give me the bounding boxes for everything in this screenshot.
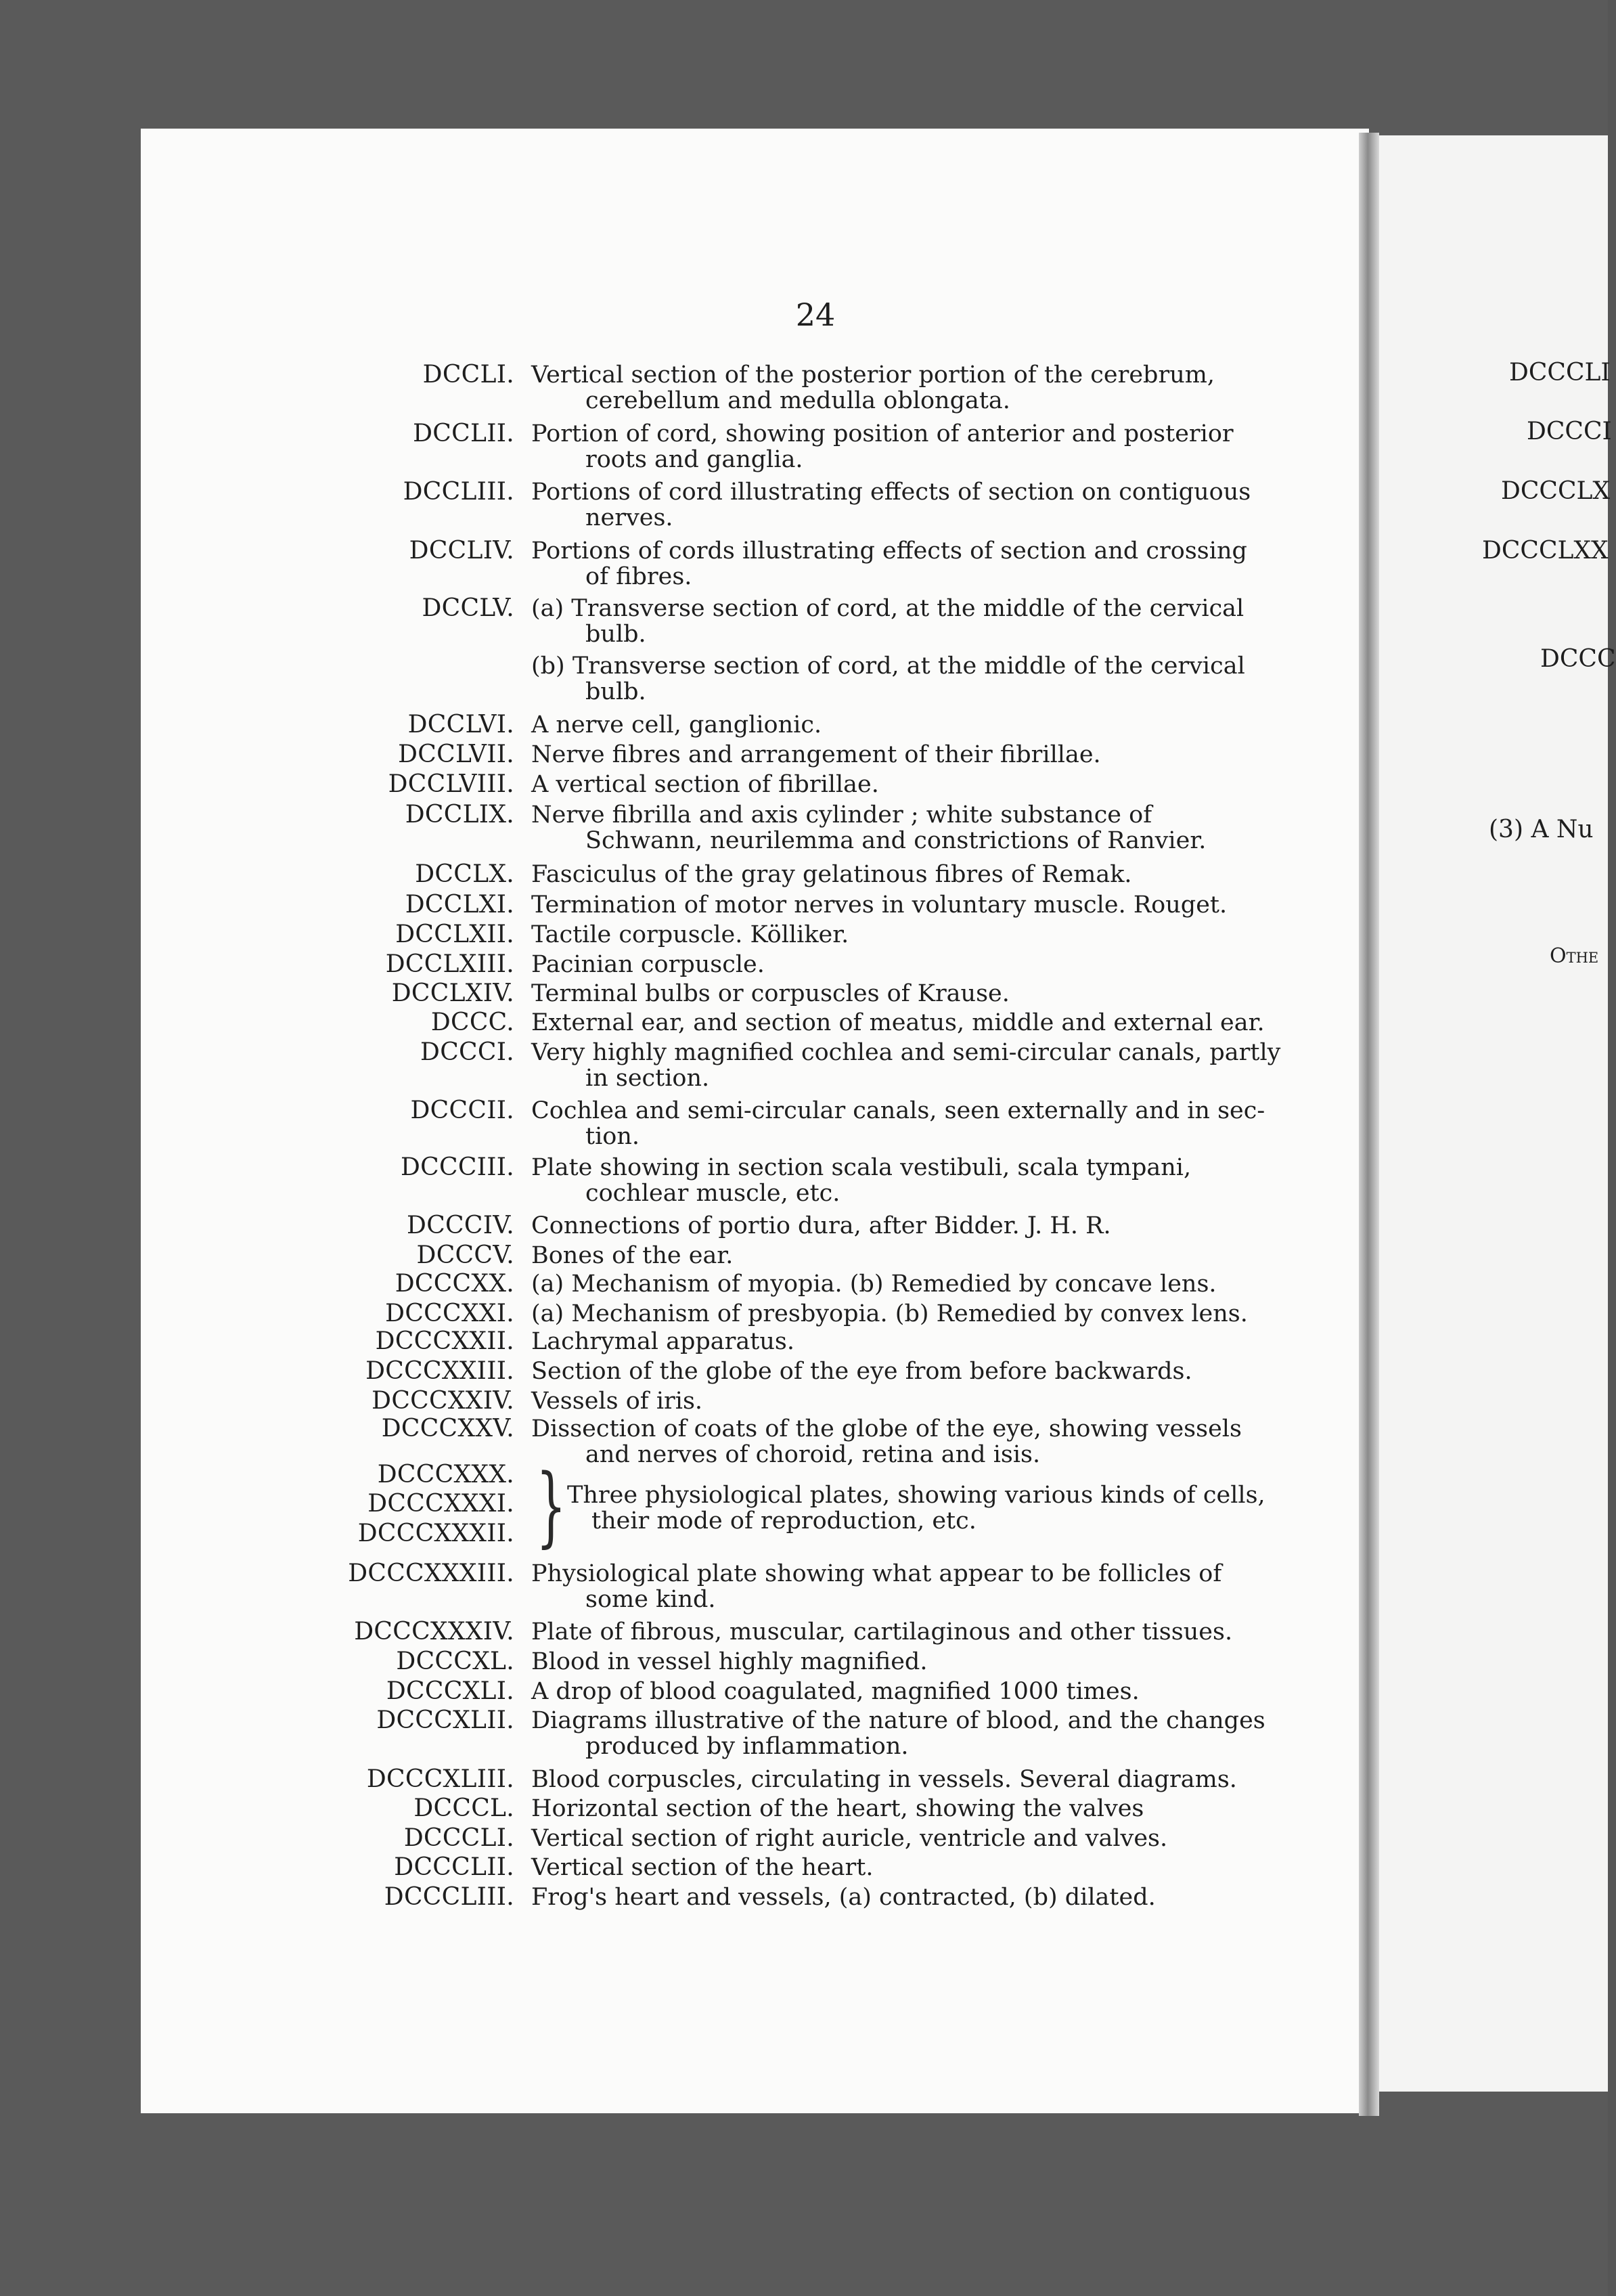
plate-description xyxy=(531,1767,1282,1792)
right-page-fragment: Othe xyxy=(1550,944,1599,968)
plate-description-continuation: in section. xyxy=(585,1065,710,1092)
plate-description xyxy=(531,1826,1282,1851)
plate-description xyxy=(531,1213,1282,1239)
plate-description-continuation: of fibres. xyxy=(585,563,692,590)
plate-description-continuation: nerves. xyxy=(585,504,673,531)
plate-description-line: Blood corpuscles, circulating in vessels. Several diagrams. xyxy=(531,1766,1237,1793)
plate-description xyxy=(531,862,1282,887)
plate-number: DCCCXXIV. xyxy=(372,1387,514,1415)
plate-number: DCCLVI. xyxy=(407,711,514,738)
plate-number: DCCLX. xyxy=(415,860,514,888)
plate-number: DCCCLIII. xyxy=(384,1883,514,1911)
plate-description-continuation: tion. xyxy=(585,1123,639,1150)
plate-number: DCCLXIII. xyxy=(385,950,514,978)
right-page-fragment: DCCCI xyxy=(1527,418,1612,445)
plate-description xyxy=(531,1040,1282,1091)
plate-number: DCCCXLII. xyxy=(376,1706,514,1734)
plate-description-continuation: bulb. xyxy=(585,621,646,648)
plate-number: DCCCXXXIII. xyxy=(348,1560,514,1587)
plate-description xyxy=(531,1010,1282,1036)
plate-number: DCCLII. xyxy=(413,420,514,447)
right-page-fragment: DCCCLI xyxy=(1509,359,1611,387)
plate-description-line: Vertical section of the heart. xyxy=(531,1854,874,1881)
plate-description xyxy=(531,1796,1282,1822)
plate-description-line: A vertical section of fibrillae. xyxy=(531,771,879,798)
plate-number: DCCCXLIII. xyxy=(366,1765,514,1793)
plate-description-line: Fasciculus of the gray gelatinous fibres of Remak. xyxy=(531,861,1132,888)
plate-group-description xyxy=(567,1482,1284,1534)
plate-description-line: Diagrams illustrative of the nature of blood, and the changes xyxy=(531,1707,1265,1734)
plate-description-line: Nerve fibrilla and axis cylinder ; white substance of xyxy=(531,801,1152,829)
plate-description-line: Very highly magnified cochlea and semi-circular canals, partly xyxy=(531,1039,1281,1066)
plate-description-line: (b) Transverse section of cord, at the middle of the cervical xyxy=(531,653,1245,680)
plate-number: DCCCXXI. xyxy=(385,1300,514,1327)
plate-number: DCCLI. xyxy=(422,361,514,389)
plate-description-line: Pacinian corpuscle. xyxy=(531,951,765,978)
plate-description-line: Blood in vessel highly magnified. xyxy=(531,1648,928,1675)
plate-description-line: Physiological plate showing what appear to be follicles of xyxy=(531,1560,1222,1587)
plate-number: DCCCXL. xyxy=(396,1648,514,1675)
plate-description-line: Vessels of iris. xyxy=(531,1388,703,1415)
plate-description xyxy=(531,1243,1282,1268)
plate-number: DCCLIX. xyxy=(405,801,514,829)
plate-description xyxy=(531,362,1282,414)
plate-description-continuation: bulb. xyxy=(585,678,646,705)
plate-number: DCCCXXXIV. xyxy=(354,1618,514,1646)
plate-description-continuation: cochlear muscle, etc. xyxy=(585,1180,840,1207)
plate-description-continuation: produced by inflammation. xyxy=(585,1733,909,1760)
plate-number: DCCLIII. xyxy=(403,478,514,506)
plate-description xyxy=(531,1884,1282,1910)
plate-number: DCCCXXII. xyxy=(375,1327,514,1355)
right-page-fragment: DCCC xyxy=(1540,645,1616,673)
plate-number: DCCLVIII. xyxy=(388,770,514,798)
plate-number: DCCLXII. xyxy=(395,921,514,948)
plate-description xyxy=(531,952,1282,977)
plate-number: DCCCXXIII. xyxy=(365,1357,514,1385)
plate-description-line: Connections of portio dura, after Bidder. J. H. R. xyxy=(531,1212,1111,1239)
plate-description-line: Cochlea and semi-circular canals, seen externally and in sec- xyxy=(531,1097,1265,1124)
plate-description-line: Lachrymal apparatus. xyxy=(531,1328,794,1355)
plate-description-line: Terminal bulbs or corpuscles of Krause. xyxy=(531,980,1010,1007)
plate-description xyxy=(531,421,1282,472)
plate-description-line: External ear, and section of meatus, middle and external ear. xyxy=(531,1009,1265,1036)
plate-number: DCCCLI. xyxy=(403,1824,514,1852)
plate-number: DCCCI. xyxy=(420,1038,514,1066)
plate-description xyxy=(531,1388,1282,1414)
plate-number: DCCCXXXI. xyxy=(367,1490,514,1518)
plate-number: DCCCII. xyxy=(410,1097,514,1124)
plate-description xyxy=(531,802,1282,854)
plate-description xyxy=(531,1098,1282,1149)
plate-description-line: (a) Mechanism of myopia. (b) Remedied by concave lens. xyxy=(531,1271,1217,1298)
plate-description xyxy=(531,479,1282,531)
plate-description-line: A nerve cell, ganglionic. xyxy=(531,711,822,738)
plate-description xyxy=(531,1679,1282,1704)
plate-description-line: (a) Mechanism of presbyopia. (b) Remedied by convex lens. xyxy=(531,1300,1248,1327)
plate-description xyxy=(531,1155,1282,1206)
right-page-fragment: (3) A Nu xyxy=(1489,816,1594,843)
plate-description-line: Portions of cords illustrating effects of section and crossing xyxy=(531,537,1247,565)
plate-number: DCCCXXXII. xyxy=(357,1520,514,1547)
plate-description xyxy=(531,712,1282,738)
plate-description-line: Vertical section of the posterior portion of the cerebrum, xyxy=(531,361,1215,389)
plate-description xyxy=(531,742,1282,768)
plate-number: DCCCIII. xyxy=(400,1153,514,1181)
plate-description-line: Vertical section of right auricle, ventricle and valves. xyxy=(531,1825,1168,1852)
plate-number: DCCCXXV. xyxy=(381,1415,514,1442)
plate-description xyxy=(531,538,1282,590)
plate-number: DCCLXIV. xyxy=(391,979,514,1007)
plate-description-line: Horizontal section of the heart, showing the valves xyxy=(531,1795,1144,1822)
right-page-fragment: DCCCLXX xyxy=(1482,537,1609,565)
plate-description-line: Tactile corpuscle. Kölliker. xyxy=(531,921,849,948)
plate-description xyxy=(531,892,1282,918)
plate-description xyxy=(531,1708,1282,1759)
plate-number: DCCCLII. xyxy=(394,1853,514,1881)
plate-number: DCCCXXX. xyxy=(377,1461,514,1488)
plate-number: DCCLVII. xyxy=(398,741,514,768)
plate-description-continuation: and nerves of choroid, retina and isis. xyxy=(585,1441,1041,1468)
brace-mark: } xyxy=(536,1456,566,1557)
plate-number: DCCLXI. xyxy=(405,891,514,919)
page-gutter xyxy=(1359,133,1379,2116)
plate-description-line: Portions of cord illustrating effects of section on contiguous xyxy=(531,479,1251,506)
plate-description-line: Termination of motor nerves in voluntary muscle. Rouget. xyxy=(531,891,1228,919)
plate-description xyxy=(531,1561,1282,1612)
plate-description xyxy=(531,772,1282,797)
plate-description xyxy=(531,1329,1282,1354)
plate-description xyxy=(531,1855,1282,1880)
plate-description xyxy=(531,1416,1282,1467)
page-number: 24 xyxy=(795,296,836,333)
plate-description xyxy=(531,981,1282,1007)
plate-number: DCCCXX. xyxy=(395,1270,514,1298)
plate-description xyxy=(531,1301,1282,1327)
plate-description-line: A drop of blood coagulated, magnified 1000 times. xyxy=(531,1678,1140,1705)
plate-number: DCCC. xyxy=(430,1009,514,1036)
plate-description-line: Plate showing in section scala vestibuli, scala tympani, xyxy=(531,1154,1192,1181)
plate-description xyxy=(531,1271,1282,1297)
plate-description xyxy=(531,1359,1282,1384)
plate-description-continuation: cerebellum and medulla oblongata. xyxy=(585,387,1010,414)
plate-description-line: (a) Transverse section of cord, at the middle of the cervical xyxy=(531,595,1244,622)
plate-description-line: Section of the globe of the eye from before backwards. xyxy=(531,1358,1192,1385)
plate-description-line: Bones of the ear. xyxy=(531,1242,734,1269)
plate-description-line: Frog's heart and vessels, (a) contracted, (b) dilated. xyxy=(531,1884,1156,1911)
plate-description xyxy=(531,596,1282,647)
plate-description-line: Three physiological plates, showing various kinds of cells, xyxy=(567,1482,1265,1509)
plate-description xyxy=(531,1619,1282,1645)
plate-description-continuation: Schwann, neurilemma and constrictions of Ranvier. xyxy=(585,827,1207,854)
plate-number: DCCCIV. xyxy=(407,1212,514,1239)
plate-number: DCCCL. xyxy=(413,1794,514,1822)
plate-description-continuation: roots and ganglia. xyxy=(585,446,803,473)
plate-description xyxy=(531,922,1282,948)
plate-number: DCCCV. xyxy=(416,1241,514,1269)
plate-description xyxy=(531,1649,1282,1675)
plate-description-line: Dissection of coats of the globe of the eye, showing vessels xyxy=(531,1415,1242,1442)
plate-description-line: Nerve fibres and arrangement of their fibrillae. xyxy=(531,741,1101,768)
plate-description-continuation: some kind. xyxy=(585,1586,716,1613)
plate-description-continuation: their mode of reproduction, etc. xyxy=(591,1507,977,1535)
plate-description-line: Plate of fibrous, muscular, cartilaginous and other tissues. xyxy=(531,1618,1233,1646)
plate-number: DCCCXLI. xyxy=(386,1677,514,1705)
right-page-fragment: DCCCLX xyxy=(1501,477,1611,505)
plate-description xyxy=(531,653,1282,705)
plate-description-line: Portion of cord, showing position of anterior and posterior xyxy=(531,420,1234,447)
plate-number: DCCLIV. xyxy=(409,537,514,565)
plate-number: DCCLV. xyxy=(422,594,514,622)
